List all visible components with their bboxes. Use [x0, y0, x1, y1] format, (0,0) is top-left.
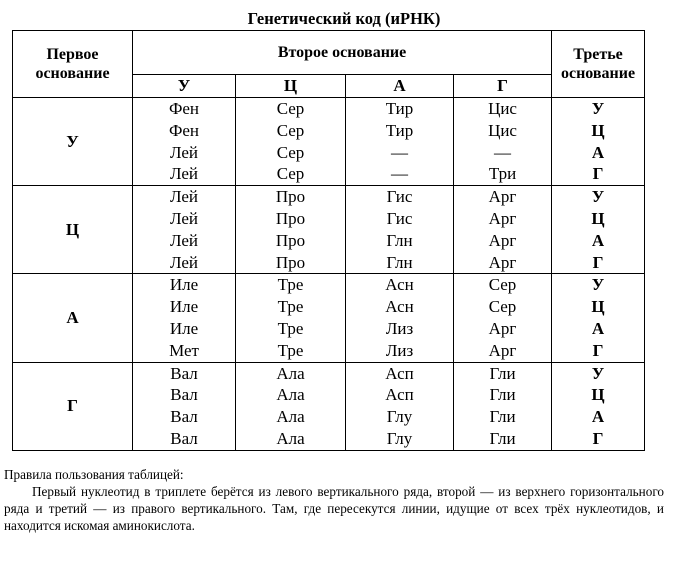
amino-acid-cell [236, 98, 346, 186]
amino-acid: Глн [386, 252, 413, 272]
amino-acid: Про [275, 187, 306, 207]
amino-acid: Асн [385, 275, 414, 295]
amino-acid: Три [488, 164, 517, 184]
amino-acid: Арг [488, 230, 517, 250]
first-base-cell: Ц [13, 186, 133, 274]
amino-acid: Цис [488, 99, 517, 118]
amino-acid: Глу [386, 428, 413, 448]
amino-acid: Про [275, 208, 306, 228]
third-base-header: Третье основание [552, 31, 645, 98]
codon-group-row [13, 186, 645, 274]
amino-acid: Иле [169, 275, 199, 295]
amino-acid: Мет [169, 340, 199, 360]
amino-acid-cell [133, 186, 236, 274]
amino-acid-cell [346, 362, 454, 450]
first-base-cell: А [13, 274, 133, 362]
amino-acid: Глу [386, 407, 413, 427]
amino-acid-cell [346, 274, 454, 362]
usage-rules [0, 466, 688, 534]
amino-acid: Цис [488, 120, 517, 140]
codon-group-row [13, 274, 645, 362]
amino-acid: Лей [169, 164, 199, 184]
amino-acid-cell [454, 362, 552, 450]
amino-acid-cell [236, 186, 346, 274]
second-base-label: Ц [236, 75, 346, 98]
amino-acid: Про [275, 252, 306, 272]
amino-acid: Тре [277, 275, 304, 295]
amino-acid-cell [346, 186, 454, 274]
amino-acid-cell [236, 274, 346, 362]
amino-acid-cell [133, 98, 236, 186]
amino-acid: Ала [276, 407, 305, 427]
amino-acid: Тре [277, 318, 304, 338]
codon-group-row [13, 362, 645, 450]
amino-acid-cell [454, 274, 552, 362]
amino-acid: Сер [276, 120, 305, 140]
third-base: А [591, 318, 605, 338]
amino-acid: Тир [385, 120, 414, 140]
third-base: А [591, 230, 605, 250]
amino-acid: Гис [386, 208, 413, 228]
third-base: А [591, 407, 605, 427]
amino-acid: Асп [385, 385, 414, 405]
amino-acid: Асн [385, 297, 414, 317]
amino-acid: Фен [168, 120, 200, 140]
amino-acid: Сер [276, 142, 305, 162]
amino-acid: Тре [277, 297, 304, 317]
amino-acid: Ала [276, 385, 305, 405]
amino-acid: Лей [169, 142, 199, 162]
first-base-header: Первое основание [13, 31, 133, 98]
amino-acid: Лей [169, 208, 199, 228]
third-base: Ц [591, 120, 605, 140]
amino-acid-cell [236, 362, 346, 450]
third-base: Ц [591, 208, 605, 228]
genetic-code-table [12, 30, 645, 451]
third-base: Г [592, 428, 604, 448]
second-base-label: А [346, 75, 454, 98]
amino-acid: Про [275, 230, 306, 250]
amino-acid: Глн [386, 230, 413, 250]
third-base: Г [592, 252, 604, 272]
third-base: Г [592, 340, 604, 360]
third-base-cell [552, 98, 645, 186]
amino-acid: Вал [170, 363, 198, 383]
amino-acid: Ала [276, 363, 305, 383]
amino-acid-cell [454, 186, 552, 274]
amino-acid: Иле [169, 297, 199, 317]
rules-text: Первый нуклеотид в триплете берётся из левого вертикального ряда, второй — из верхнего горизонтального ряда и третий — из правого вертикального. Там, где пересекутся линии, идущие от всех трёх нуклеотидов, и находится искомая аминокислота. [4, 484, 664, 533]
amino-acid: Гли [489, 385, 516, 405]
amino-acid: Сер [276, 164, 305, 184]
third-base: А [591, 142, 605, 162]
second-base-label: Г [454, 75, 552, 98]
amino-acid: Лиз [385, 318, 414, 338]
amino-acid: Вал [170, 385, 198, 405]
third-base: Г [592, 164, 604, 184]
third-base-cell [552, 362, 645, 450]
amino-acid: Сер [488, 275, 517, 295]
amino-acid: Арг [488, 340, 517, 360]
amino-acid: Асп [385, 363, 414, 383]
amino-acid: Арг [488, 252, 517, 272]
amino-acid: Тре [277, 340, 304, 360]
amino-acid: Тир [385, 99, 414, 118]
amino-acid-cell [133, 362, 236, 450]
amino-acid: Арг [488, 187, 517, 207]
third-base-cell [552, 186, 645, 274]
amino-acid: — [391, 142, 408, 162]
amino-acid: — [494, 142, 512, 162]
amino-acid: Ала [276, 428, 305, 448]
second-base-label: У [133, 75, 236, 98]
amino-acid: Гли [489, 407, 516, 427]
amino-acid-cell [346, 98, 454, 186]
first-base-cell: Г [13, 362, 133, 450]
amino-acid-cell [133, 274, 236, 362]
amino-acid: Лей [169, 187, 199, 207]
codon-group-row [13, 98, 645, 186]
second-base-header: Второе основание [133, 31, 552, 75]
third-base-cell [552, 274, 645, 362]
amino-acid: Гли [489, 428, 516, 448]
amino-acid: Арг [488, 318, 517, 338]
third-base: Ц [591, 297, 605, 317]
amino-acid: — [391, 164, 408, 184]
codon-groups [13, 98, 645, 451]
amino-acid: Арг [488, 208, 517, 228]
amino-acid: Вал [170, 428, 198, 448]
rules-heading: Правила пользования таблицей: [4, 467, 184, 482]
amino-acid: Иле [169, 318, 199, 338]
amino-acid: Сер [488, 297, 517, 317]
amino-acid: Лей [169, 230, 199, 250]
amino-acid: Фен [168, 99, 200, 118]
amino-acid: Лиз [385, 340, 414, 360]
amino-acid-cell [454, 98, 552, 186]
amino-acid: Лей [169, 252, 199, 272]
third-base: У [591, 99, 605, 118]
third-base: Ц [591, 385, 605, 405]
third-base: У [591, 275, 605, 295]
amino-acid: Гли [489, 363, 516, 383]
third-base: У [591, 187, 605, 207]
table-title: Генетический код (иРНК) [247, 9, 441, 28]
third-base: У [591, 363, 605, 383]
first-base-cell: У [13, 98, 133, 186]
amino-acid: Гис [386, 187, 413, 207]
amino-acid: Сер [276, 99, 305, 118]
amino-acid: Вал [170, 407, 198, 427]
